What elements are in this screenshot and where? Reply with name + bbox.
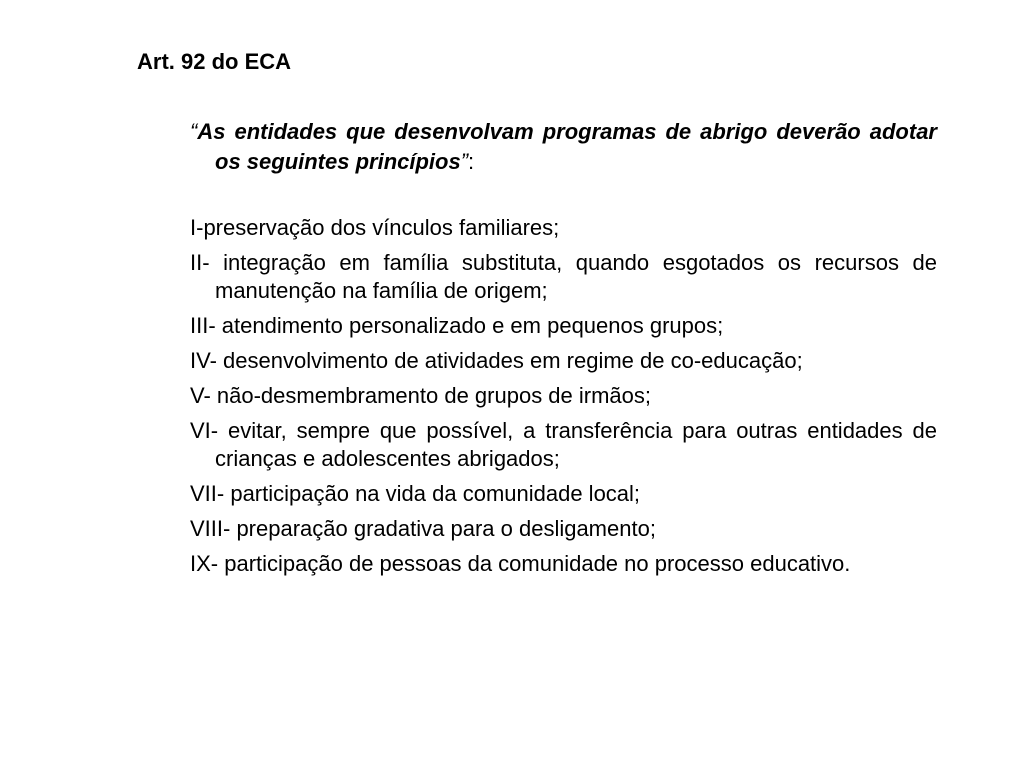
principle-item-3: III- atendimento personalizado e em pequenos grupos; — [190, 313, 724, 338]
article-title: Art. 92 do ECA — [137, 49, 292, 74]
quote-text: As entidades que desenvolvam programas de abrigo deverão adotar os seguintes princípios — [197, 119, 937, 174]
principle-item-9: IX- participação de pessoas da comunidade no processo educativo. — [190, 551, 851, 576]
article-quote — [190, 117, 937, 177]
principle-item-1: I-preservação dos vínculos familiares; — [190, 215, 560, 240]
principle-item-5: V- não-desmembramento de grupos de irmãos; — [190, 383, 652, 408]
principle-item-8: VIII- preparação gradativa para o desligamento; — [190, 516, 656, 541]
quote-open-mark: “ — [190, 119, 198, 144]
quote-colon: : — [468, 149, 475, 174]
principle-item-2: II- integração em família substituta, quando esgotados os recursos de manutenção na família de origem; — [190, 250, 937, 303]
principle-item-4: IV- desenvolvimento de atividades em regime de co-educação; — [190, 348, 803, 373]
principles-list — [190, 214, 937, 578]
quote-close-mark: ” — [460, 149, 469, 174]
principle-item-6: VI- evitar, sempre que possível, a transferência para outras entidades de crianças e adolescentes abrigados; — [190, 418, 937, 471]
article-content — [190, 117, 937, 585]
principle-item-7: VII- participação na vida da comunidade local; — [190, 481, 641, 506]
